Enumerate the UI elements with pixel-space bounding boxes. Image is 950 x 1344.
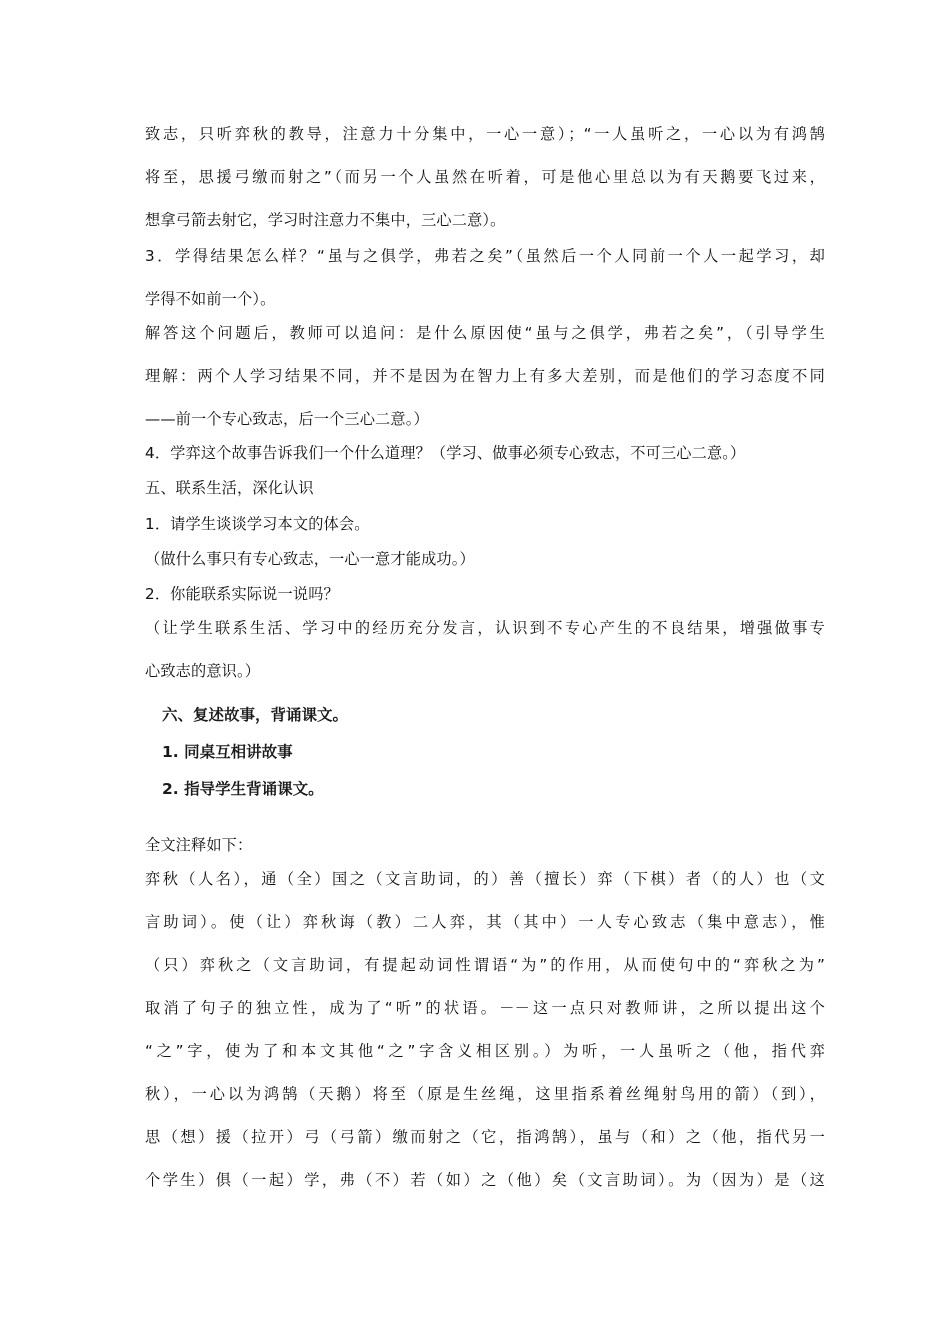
notes-line: 思（想）援（拉开）弓（弓箭）缴而射之（它，指鸿鹄），虽与（和）之（他，指代另一 <box>145 1128 825 1146</box>
text-line: 心致志的意识。） <box>145 662 261 680</box>
notes-heading: 全文注释如下： <box>145 836 253 854</box>
notes-line: （只）弈秋之（文言助词，有提起动词性谓语“为”的作用，从而使句中的“弈秋之为” <box>145 956 825 974</box>
notes-line: 秋），一心以为鸿鹄（天鹅）将至（原是生丝绳，这里指系着丝绳射鸟用的箭）（到）， <box>145 1085 825 1103</box>
text-line: 4．学弈这个故事告诉我们一个什么道理？（学习、做事必须专心致志，不可三心二意。） <box>145 444 746 462</box>
section-heading-five: 五、联系生活，深化认识 <box>145 479 314 497</box>
notes-line: 取消了句子的独立性，成为了“听”的状语。－－这一点只对教师讲，之所以提出这个 <box>145 999 825 1017</box>
text-line: 将至，思援弓缴而射之”（而另一个人虽然在听着，可是他心里总以为有天鹅要飞过来， <box>145 168 825 186</box>
notes-line: 个学生）俱（一起）学，弗（不）若（如）之（他）矣（文言助词）。为（因为）是（这 <box>145 1171 825 1189</box>
section-six-item-1: 1. 同桌互相讲故事 <box>162 743 293 761</box>
text-line: （做什么事只有专心致志，一心一意才能成功。） <box>145 550 475 568</box>
text-line: （让学生联系生活、学习中的经历充分发言，认识到不专心产生的不良结果，增强做事专 <box>145 619 825 637</box>
section-heading-six: 六、复述故事，背诵课文。 <box>162 706 349 724</box>
notes-line: 弈秋（人名），通（全）国之（文言助词，的）善（擅长）弈（下棋）者（的人）也（文 <box>145 870 825 888</box>
text-line: 2．你能联系实际说一说吗？ <box>145 585 339 603</box>
text-line: 学得不如前一个）。 <box>145 290 276 308</box>
text-line: 致志，只听弈秋的教导，注意力十分集中，一心一意）；“一人虽听之，一心以为有鸿鹄 <box>145 125 825 143</box>
text-line: 1．请学生谈谈学习本文的体会。 <box>145 515 370 533</box>
section-six-item-2: 2. 指导学生背诵课文。 <box>162 780 324 798</box>
text-line: 解答这个问题后，教师可以追问：是什么原因使“虽与之俱学，弗若之矣”，（引导学生 <box>145 324 825 342</box>
text-line: 想拿弓箭去射它，学习时注意力不集中，三心二意）。 <box>145 211 506 229</box>
text-line: ——前一个专心致志，后一个三心二意。） <box>145 410 429 428</box>
text-line: 3．学得结果怎么样？“虽与之俱学，弗若之矣”（虽然后一个人同前一个人一起学习，却 <box>145 247 825 265</box>
text-line: 理解：两个人学习结果不同，并不是因为在智力上有多大差别，而是他们的学习态度不同 <box>145 367 825 385</box>
notes-line: 言助词）。使（让）弈秋诲（教）二人弈，其（其中）一人专心致志（集中意志），惟 <box>145 913 825 931</box>
notes-line: “之”字，使为了和本文其他“之”字含义相区别。）为听，一人虽听之（他，指代弈 <box>145 1042 825 1060</box>
